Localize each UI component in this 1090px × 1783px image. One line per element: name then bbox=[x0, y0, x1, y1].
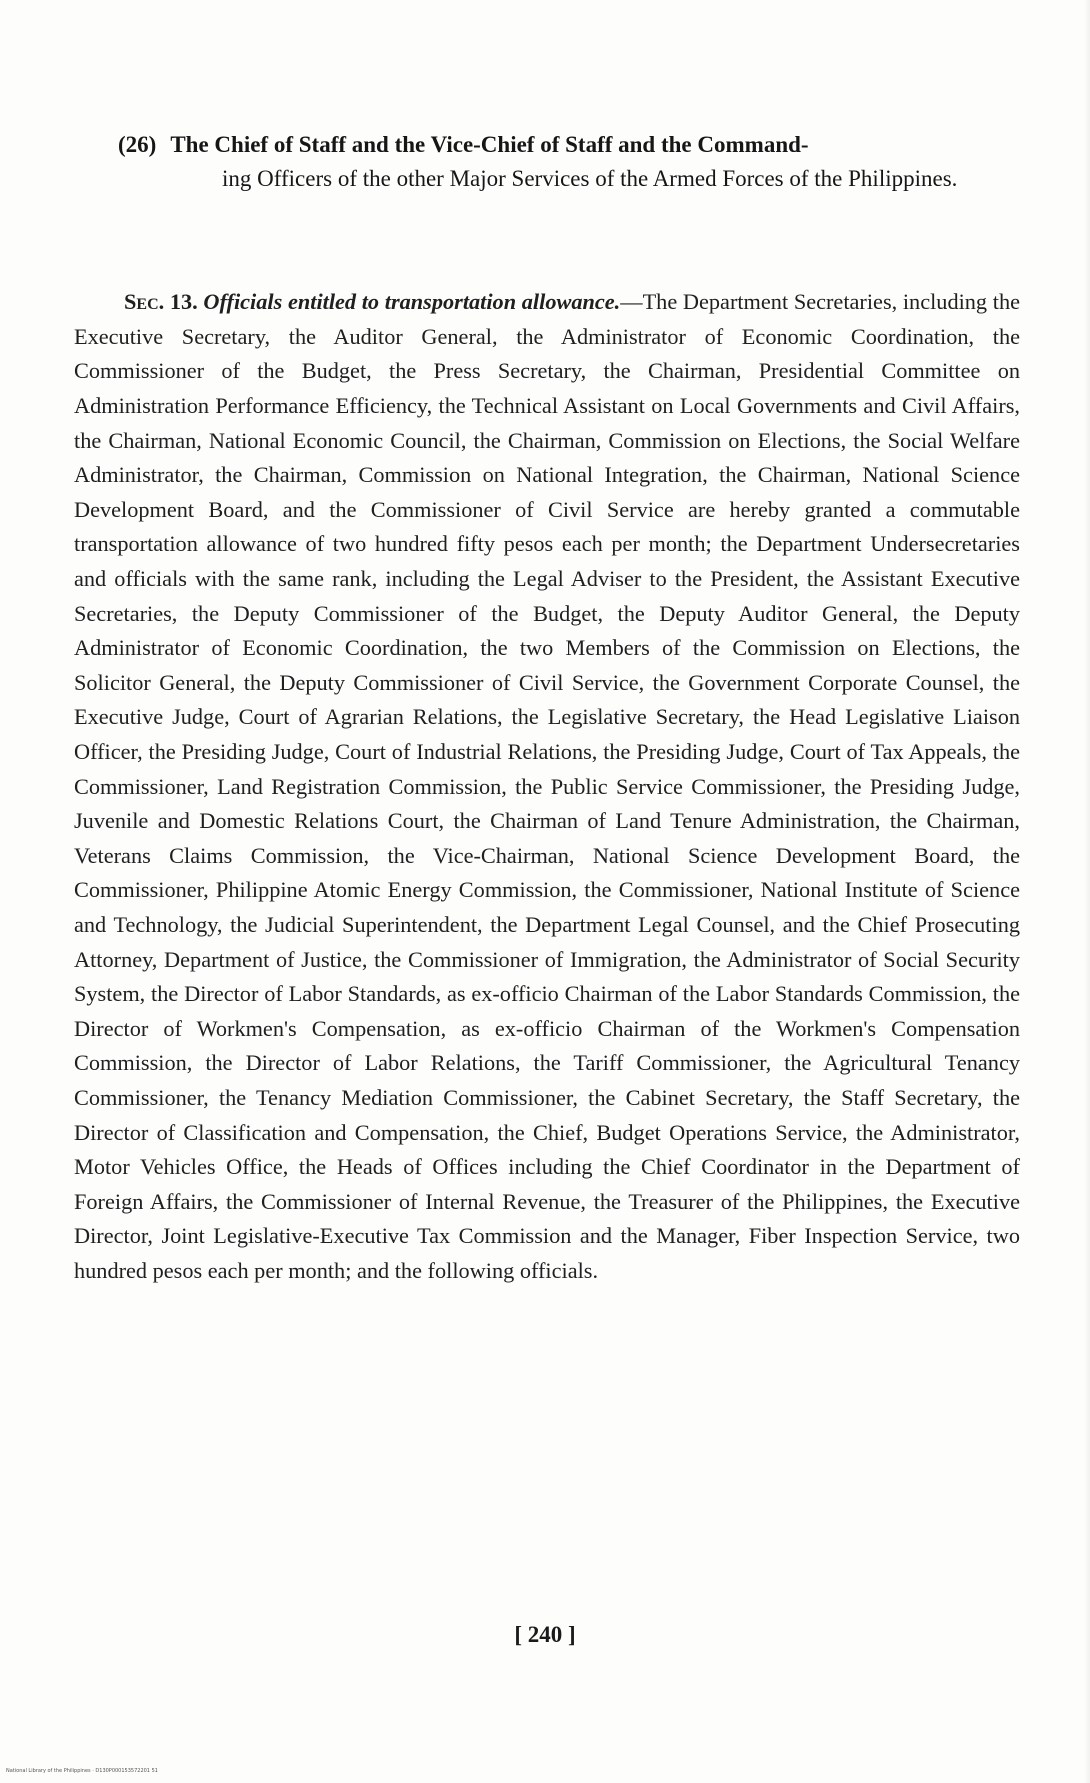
item-continuation-text: ing Officers of the other Major Services of the Armed Forces of the Philippines. bbox=[222, 166, 958, 191]
section-title: Officials entitled to transportation allowance. bbox=[203, 289, 621, 315]
item-26 bbox=[118, 128, 1020, 196]
item-number: (26) bbox=[118, 132, 157, 157]
scan-credit: National Library of the Philippines · D130P000153572201 51 bbox=[6, 1768, 158, 1774]
page-number: [ 240 ] bbox=[514, 1622, 576, 1647]
section-label: Sec. 13. bbox=[124, 289, 198, 315]
section-13-paragraph bbox=[74, 285, 1020, 1595]
section-body: —The Department Secretaries, including the Executive Secretary, the Auditor General, the Administrator of Economic Coordination, the Commissioner of the Budget, the Press Secretary, the Chairman, Presidential Committee on Administration Performance Efficiency, the Technical Assistant on Local Governments and Civil Affairs, the Chairman, National Economic Council, the Chairman, Commission on Elections, the Social Welfare Administrator, the Chairman, Commission on National Integration, the Chairman, National Science Development Board, and the Commissioner of Civil Service are hereby granted a commutable transportation allowance of two hundred fifty pesos each per month; the Department Undersecretaries and officials with the same rank, including the Legal Adviser to the President, the Assistant Executive Secretaries, the Deputy Commissioner of the Budget, the Deputy Auditor General, the Deputy Administrator of Economic Coordination, the two Members of the Commission on Elections, the Solicitor General, the Deputy Commissioner of Civil Service, the Government Corporate Counsel, the Executive Judge, Court of Agrarian Relations, the Legislative Secretary, the Head Legislative Liaison Officer, the Presiding Judge, Court of Industrial Relations, the Presiding Judge, Court of Tax Appeals, the Commissioner, Land Registration Commission, the Public Service Commissioner, the Presiding Judge, Juvenile and Domestic Relations Court, the Chairman of Land Tenure Administration, the Chairman, Veterans Claims Commission, the Vice-Chairman, National Science Development Board, the Commissioner, Philippine Atomic Energy Commission, the Commissioner, National Institute of Science and Technology, the Judicial Superintendent, the Department Legal Counsel, and the Chief Prosecuting Attorney, Department of Justice, the Commissioner of Immigration, the Administrator of Social Security System, the Director of Labor Standards, as ex-officio Chairman of the Labor Standards Commission, the Director of Workmen's Compensation, as ex-officio Chairman of the Workmen's Compensation Commission, the Director of Labor Relations, the Tariff Commissioner, the Agricultural Tenancy Commissioner, the Tenancy Mediation Commissioner, the Cabinet Secretary, the Staff Secretary, the Director of Classification and Compensation, the Chief, Budget Operations Service, the Administrator, Motor Vehicles Office, the Heads of Offices including the Chief Coordinator in the Department of Foreign Affairs, the Commissioner of Internal Revenue, the Treasurer of the Philippines, the Executive Director, Joint Legislative-Executive Tax Commission and the Manager, Fiber Inspection Service, two hundred pesos each per month; and the following officials. bbox=[74, 289, 1020, 1283]
item-lead-text: The Chief of Staff and the Vice-Chief of Staff and the Command- bbox=[170, 132, 809, 157]
page-edge-shadow bbox=[1084, 0, 1090, 1783]
